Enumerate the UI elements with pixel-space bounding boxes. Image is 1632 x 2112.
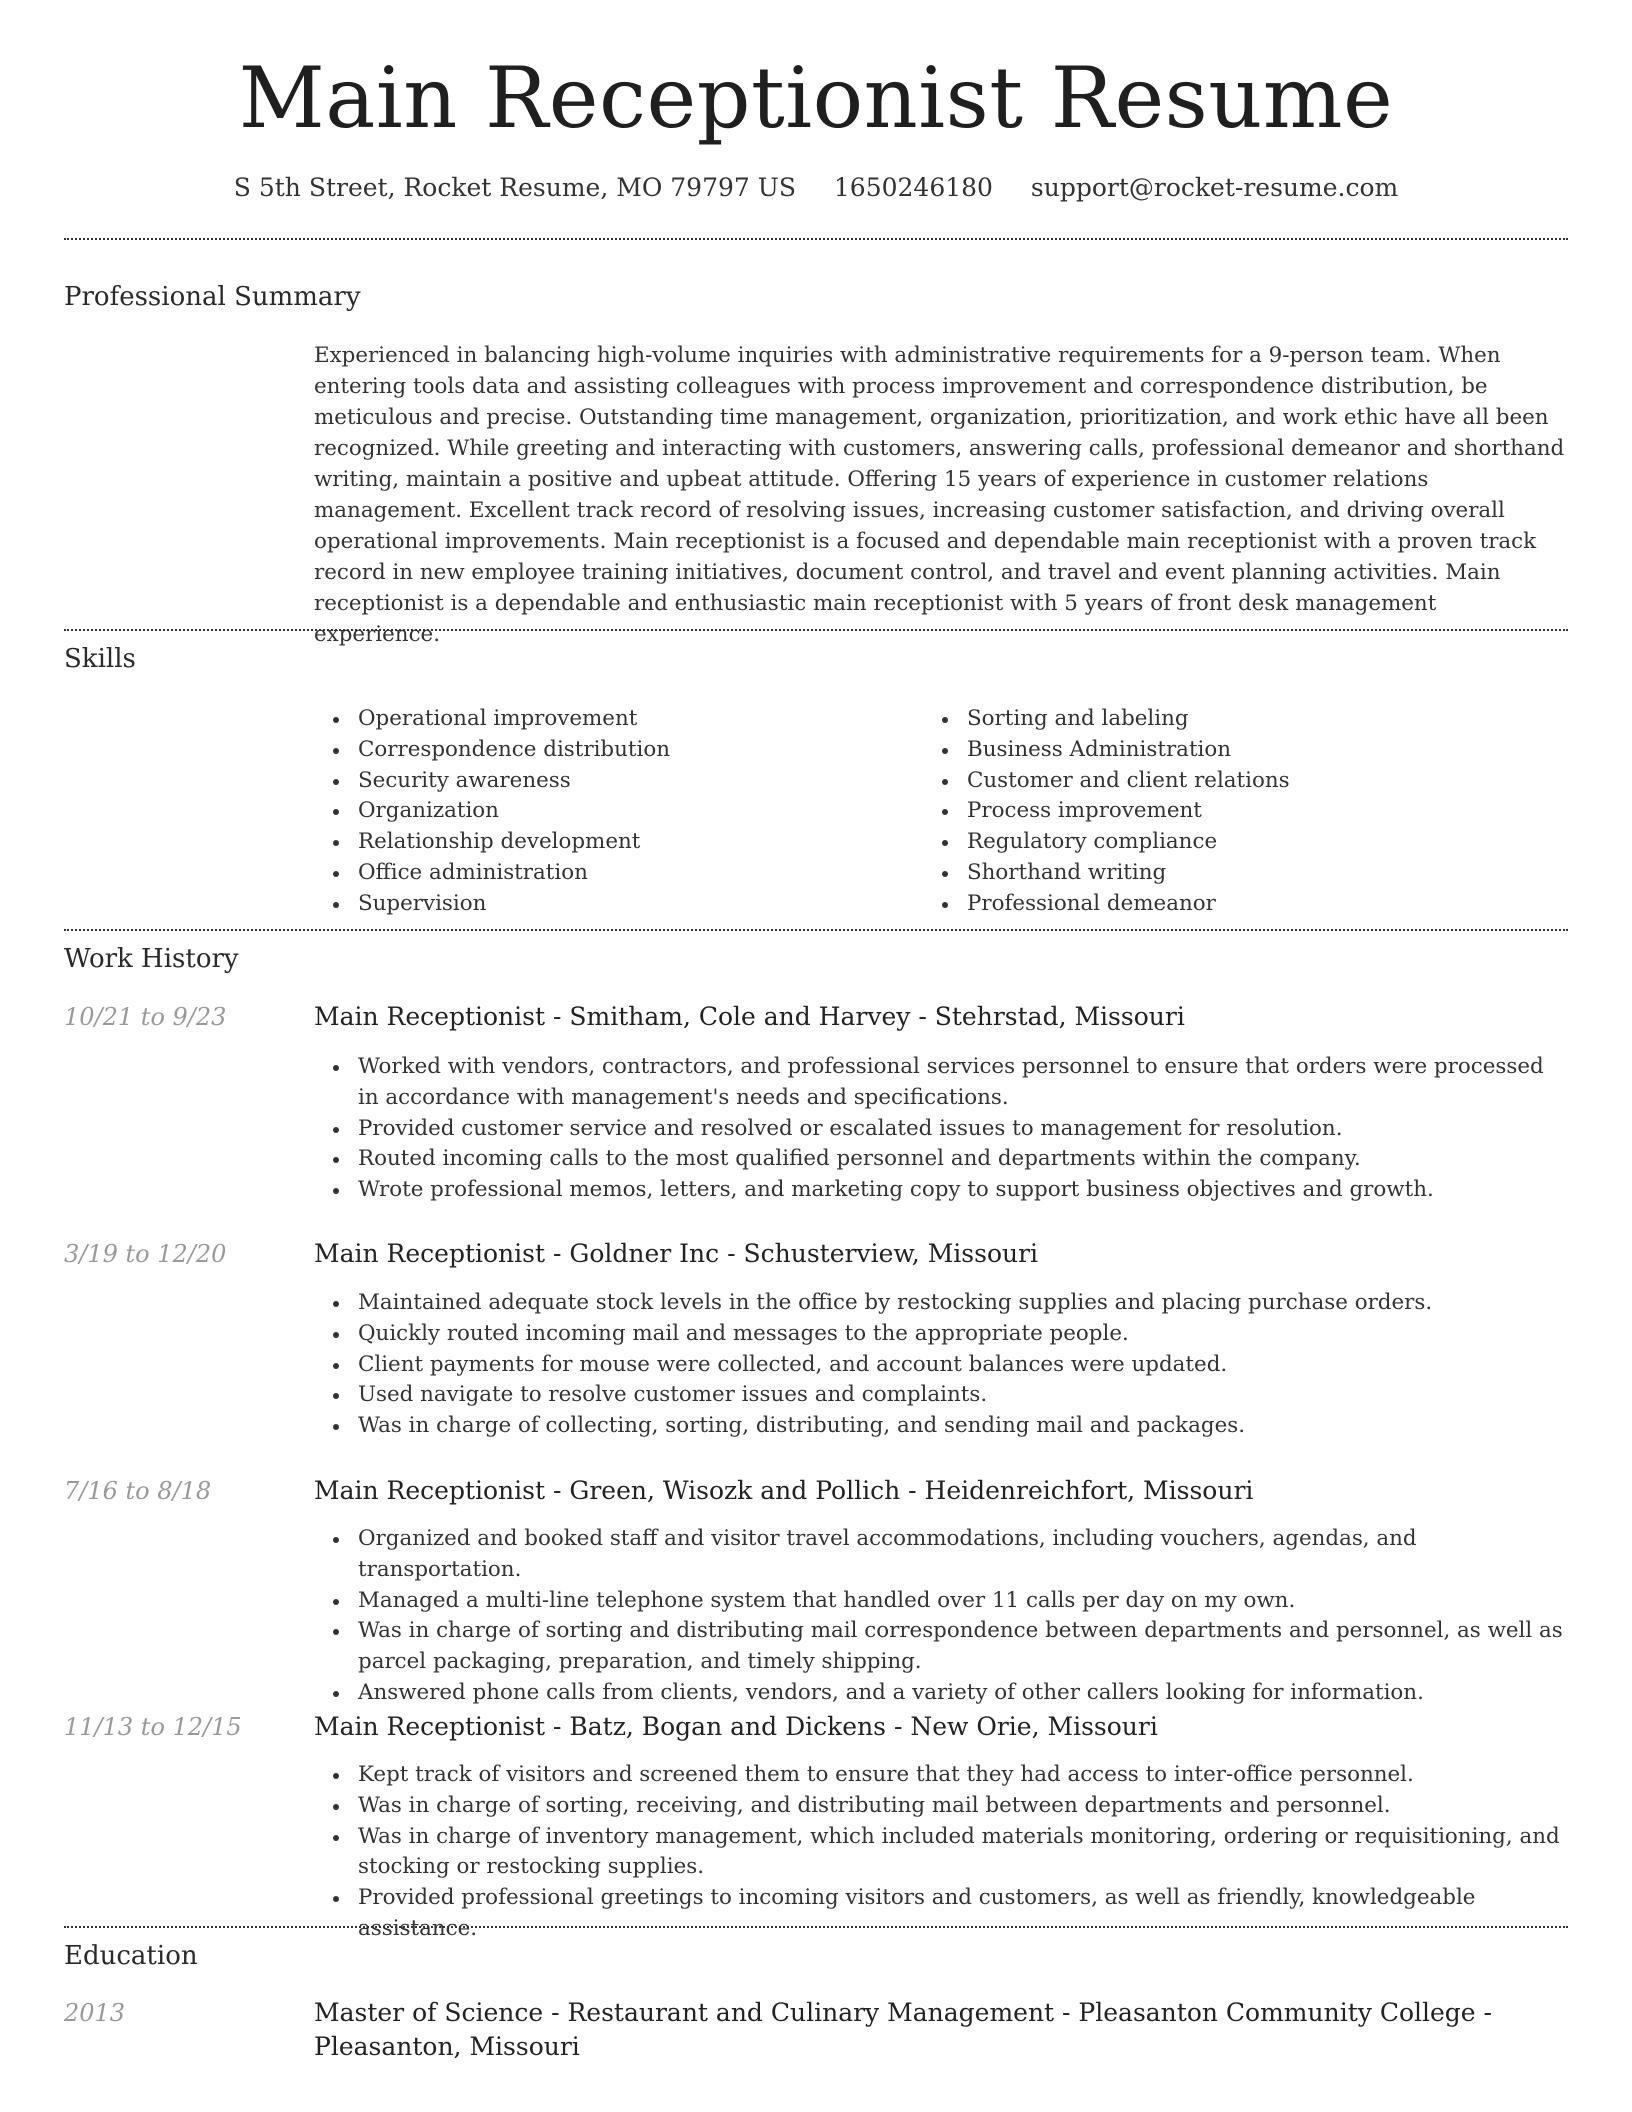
summary-text: Experienced in balancing high-volume inquiries with administrative requirements for a 9-person team. When entering tools data and assisting colleagues with process improvement and correspondence distribution, be meticulous and precise. Outstanding time management, organization, prioritization, and work ethic have all been recognized. While greeting and interacting with customers, answering calls, professional demeanor and shorthand writing, maintain a positive and upbeat attitude. Offering 15 years of experience in customer relations management. Excellent track record of resolving issues, increasing customer satisfaction, and driving overall operational improvements. Main receptionist is a focused and dependable main receptionist with a proven track record in new employee training initiatives, document control, and travel and event planning activities. Main receptionist is a dependable and enthusiastic main receptionist with 5 years of front desk management experience.: [314, 343, 1565, 647]
job-bullet: Provided customer service and resolved or escalated issues to management for resolution.: [314, 1114, 1568, 1145]
skill-item: Business Administration: [923, 735, 1543, 766]
section-title-summary: Professional Summary: [64, 282, 361, 312]
job-bullet: Was in charge of sorting, receiving, and distributing mail between departments and personnel.: [314, 1791, 1568, 1822]
skill-item: Relationship development: [314, 827, 934, 858]
resume-title: Main Receptionist Resume: [238, 49, 1394, 147]
job-bullets: [314, 1288, 1568, 1442]
job-bullets: [314, 1052, 1568, 1206]
skills-list-left: [314, 704, 934, 920]
job-bullet: Answered phone calls from clients, vendors, and a variety of other callers looking for information.: [314, 1678, 1568, 1709]
job-dates: 10/21 to 9/23: [64, 1003, 227, 1031]
section-divider: [64, 629, 1568, 631]
section-title-education: Education: [64, 1941, 198, 1971]
skill-item: Office administration: [314, 858, 934, 889]
education-year: 2013: [64, 1999, 126, 2027]
job-dates: 11/13 to 12/15: [64, 1713, 242, 1741]
job-bullet: Routed incoming calls to the most qualified personnel and departments within the company.: [314, 1144, 1568, 1175]
skill-item: Organization: [314, 796, 934, 827]
job-title: Main Receptionist - Goldner Inc - Schusterview, Missouri: [314, 1239, 1039, 1268]
job-bullet: Organized and booked staff and visitor travel accommodations, including vouchers, agendas, and transportation.: [314, 1524, 1568, 1586]
job-bullet: Wrote professional memos, letters, and marketing copy to support business objectives and growth.: [314, 1175, 1568, 1206]
job-title: Main Receptionist - Smitham, Cole and Harvey - Stehrstad, Missouri: [314, 1002, 1185, 1031]
contact-phone: 1650246180: [833, 173, 993, 202]
section-title-work: Work History: [64, 944, 239, 974]
skill-item: Shorthand writing: [923, 858, 1543, 889]
skill-item: Regulatory compliance: [923, 827, 1543, 858]
job-dates: 3/19 to 12/20: [64, 1240, 227, 1268]
skill-item: Process improvement: [923, 796, 1543, 827]
job-bullet: Client payments for mouse were collected, and account balances were updated.: [314, 1350, 1568, 1381]
skill-item: Sorting and labeling: [923, 704, 1543, 735]
job-bullet: Maintained adequate stock levels in the office by restocking supplies and placing purchase orders.: [314, 1288, 1568, 1319]
skill-item: Professional demeanor: [923, 889, 1543, 920]
contact-address: S 5th Street, Rocket Resume, MO 79797 US: [233, 173, 796, 202]
job-title: Main Receptionist - Batz, Bogan and Dickens - New Orie, Missouri: [314, 1712, 1158, 1741]
job-bullet: Was in charge of inventory management, which included materials monitoring, ordering or requisitioning, and stocking or restocking supplies.: [314, 1822, 1568, 1884]
job-bullet: Used navigate to resolve customer issues and complaints.: [314, 1380, 1568, 1411]
job-bullet: Was in charge of collecting, sorting, distributing, and sending mail and packages.: [314, 1411, 1568, 1442]
job-bullet: Kept track of visitors and screened them to ensure that they had access to inter-office personnel.: [314, 1760, 1568, 1791]
job-bullet: Worked with vendors, contractors, and professional services personnel to ensure that orders were processed in accordance with management's needs and specifications.: [314, 1052, 1568, 1114]
job-dates: 7/16 to 8/18: [64, 1477, 212, 1505]
section-divider: [64, 1926, 1568, 1928]
job-bullets: [314, 1524, 1568, 1709]
job-bullets: [314, 1760, 1568, 1945]
skill-item: Security awareness: [314, 766, 934, 797]
skills-list-right: [923, 704, 1543, 920]
section-divider: [64, 238, 1568, 240]
skill-item: Supervision: [314, 889, 934, 920]
skill-item: Customer and client relations: [923, 766, 1543, 797]
job-bullet: Quickly routed incoming mail and messages to the appropriate people.: [314, 1319, 1568, 1350]
job-bullet: Was in charge of sorting and distributing mail correspondence between departments and personnel, as well as parcel packaging, preparation, and timely shipping.: [314, 1616, 1568, 1678]
education-degree: Master of Science - Restaurant and Culinary Management - Pleasanton Community College - Pleasanton, Missouri: [314, 1998, 1492, 2061]
section-title-skills: Skills: [64, 644, 136, 674]
section-divider: [64, 929, 1568, 931]
contact-email: support@rocket-resume.com: [1030, 173, 1399, 202]
job-title: Main Receptionist - Green, Wisozk and Pollich - Heidenreichfort, Missouri: [314, 1476, 1254, 1505]
job-bullet: Provided professional greetings to incoming visitors and customers, as well as friendly, knowledgeable assistance.: [314, 1883, 1568, 1945]
skill-item: Correspondence distribution: [314, 735, 934, 766]
job-bullet: Managed a multi-line telephone system that handled over 11 calls per day on my own.: [314, 1586, 1568, 1617]
skill-item: Operational improvement: [314, 704, 934, 735]
contact-line: [0, 170, 1632, 206]
